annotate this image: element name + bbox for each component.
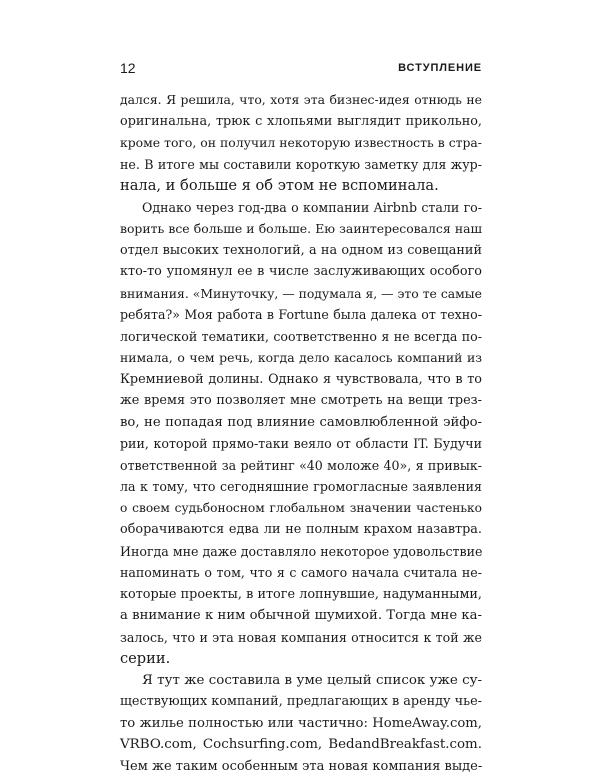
text-line: VRBO.com, Cochsurfing.com, BedandBreakfast.com. (120, 734, 482, 756)
page-header (120, 60, 482, 80)
text-line: нимала, о чем речь, когда дело касалось компаний из (120, 347, 482, 369)
text-line: то жилье полностью или частично: HomeAway.com, (120, 713, 482, 735)
text-line: нала, и больше я об этом не вспоминала. (120, 175, 482, 197)
text-line: а внимание к ним обычной шумихой. Тогда мне ка- (120, 605, 482, 627)
body-text (120, 89, 482, 777)
text-line: отдел высоких технологий, а на одном из совещаний (120, 240, 482, 262)
text-line: напоминать о том, что я с самого начала считала не- (120, 562, 482, 584)
text-line: ответственной за рейтинг «40 моложе 40», я привык- (120, 455, 482, 477)
text-line: же время это позволяет мне смотреть на вещи трез- (120, 390, 482, 412)
text-line: рии, которой прямо-таки веяло от области IT. Будучи (120, 433, 482, 455)
page-number: 12 (120, 60, 136, 76)
text-line: ребята?» Моя работа в Fortune была далека от техно- (120, 304, 482, 326)
text-line: Кремниевой долины. Однако я чувствовала, что в то (120, 369, 482, 391)
text-line: оригинальна, трюк с хлопьями выглядит прикольно, (120, 111, 482, 133)
text-line: кто-то упомянул ее в числе заслуживающих особого (120, 261, 482, 283)
text-line: Я тут же составила в уме целый список уже су- (120, 670, 482, 692)
text-line: дался. Я решила, что, хотя эта бизнес-идея отнюдь не (120, 89, 482, 111)
text-line: залось, что и эта новая компания относится к той же (120, 627, 482, 649)
text-line: логической тематики, соответственно я не всегда по- (120, 326, 482, 348)
text-line: во, не попадая под влияние самовлюбленной эйфо- (120, 412, 482, 434)
text-line: серии. (120, 648, 482, 670)
running-head: ВСТУПЛЕНИЕ (398, 62, 482, 74)
text-line: Однако через год-два о компании Airbnb стали го- (120, 197, 482, 219)
text-line: ла к тому, что сегодняшние громогласные заявления (120, 476, 482, 498)
text-line: ворить все больше и больше. Ею заинтересовался наш (120, 218, 482, 240)
text-line: о своем судьбоносном глобальном значении частенько (120, 498, 482, 520)
text-line: ществующих компаний, предлагающих в аренду чье- (120, 691, 482, 713)
text-line: кроме того, он получил некоторую известность в стра- (120, 132, 482, 154)
text-line: оборачиваются едва ли не полным крахом назавтра. (120, 519, 482, 541)
text-line: которые проекты, в итоге лопнувшие, надуманными, (120, 584, 482, 606)
text-line: не. В итоге мы составили короткую заметку для жур- (120, 154, 482, 176)
text-line: Иногда мне даже доставляло некоторое удовольствие (120, 541, 482, 563)
text-line: Чем же таким особенным эта новая компания выде- (120, 756, 482, 777)
text-line: внимания. «Минуточку, — подумала я, — это те самые (120, 283, 482, 305)
